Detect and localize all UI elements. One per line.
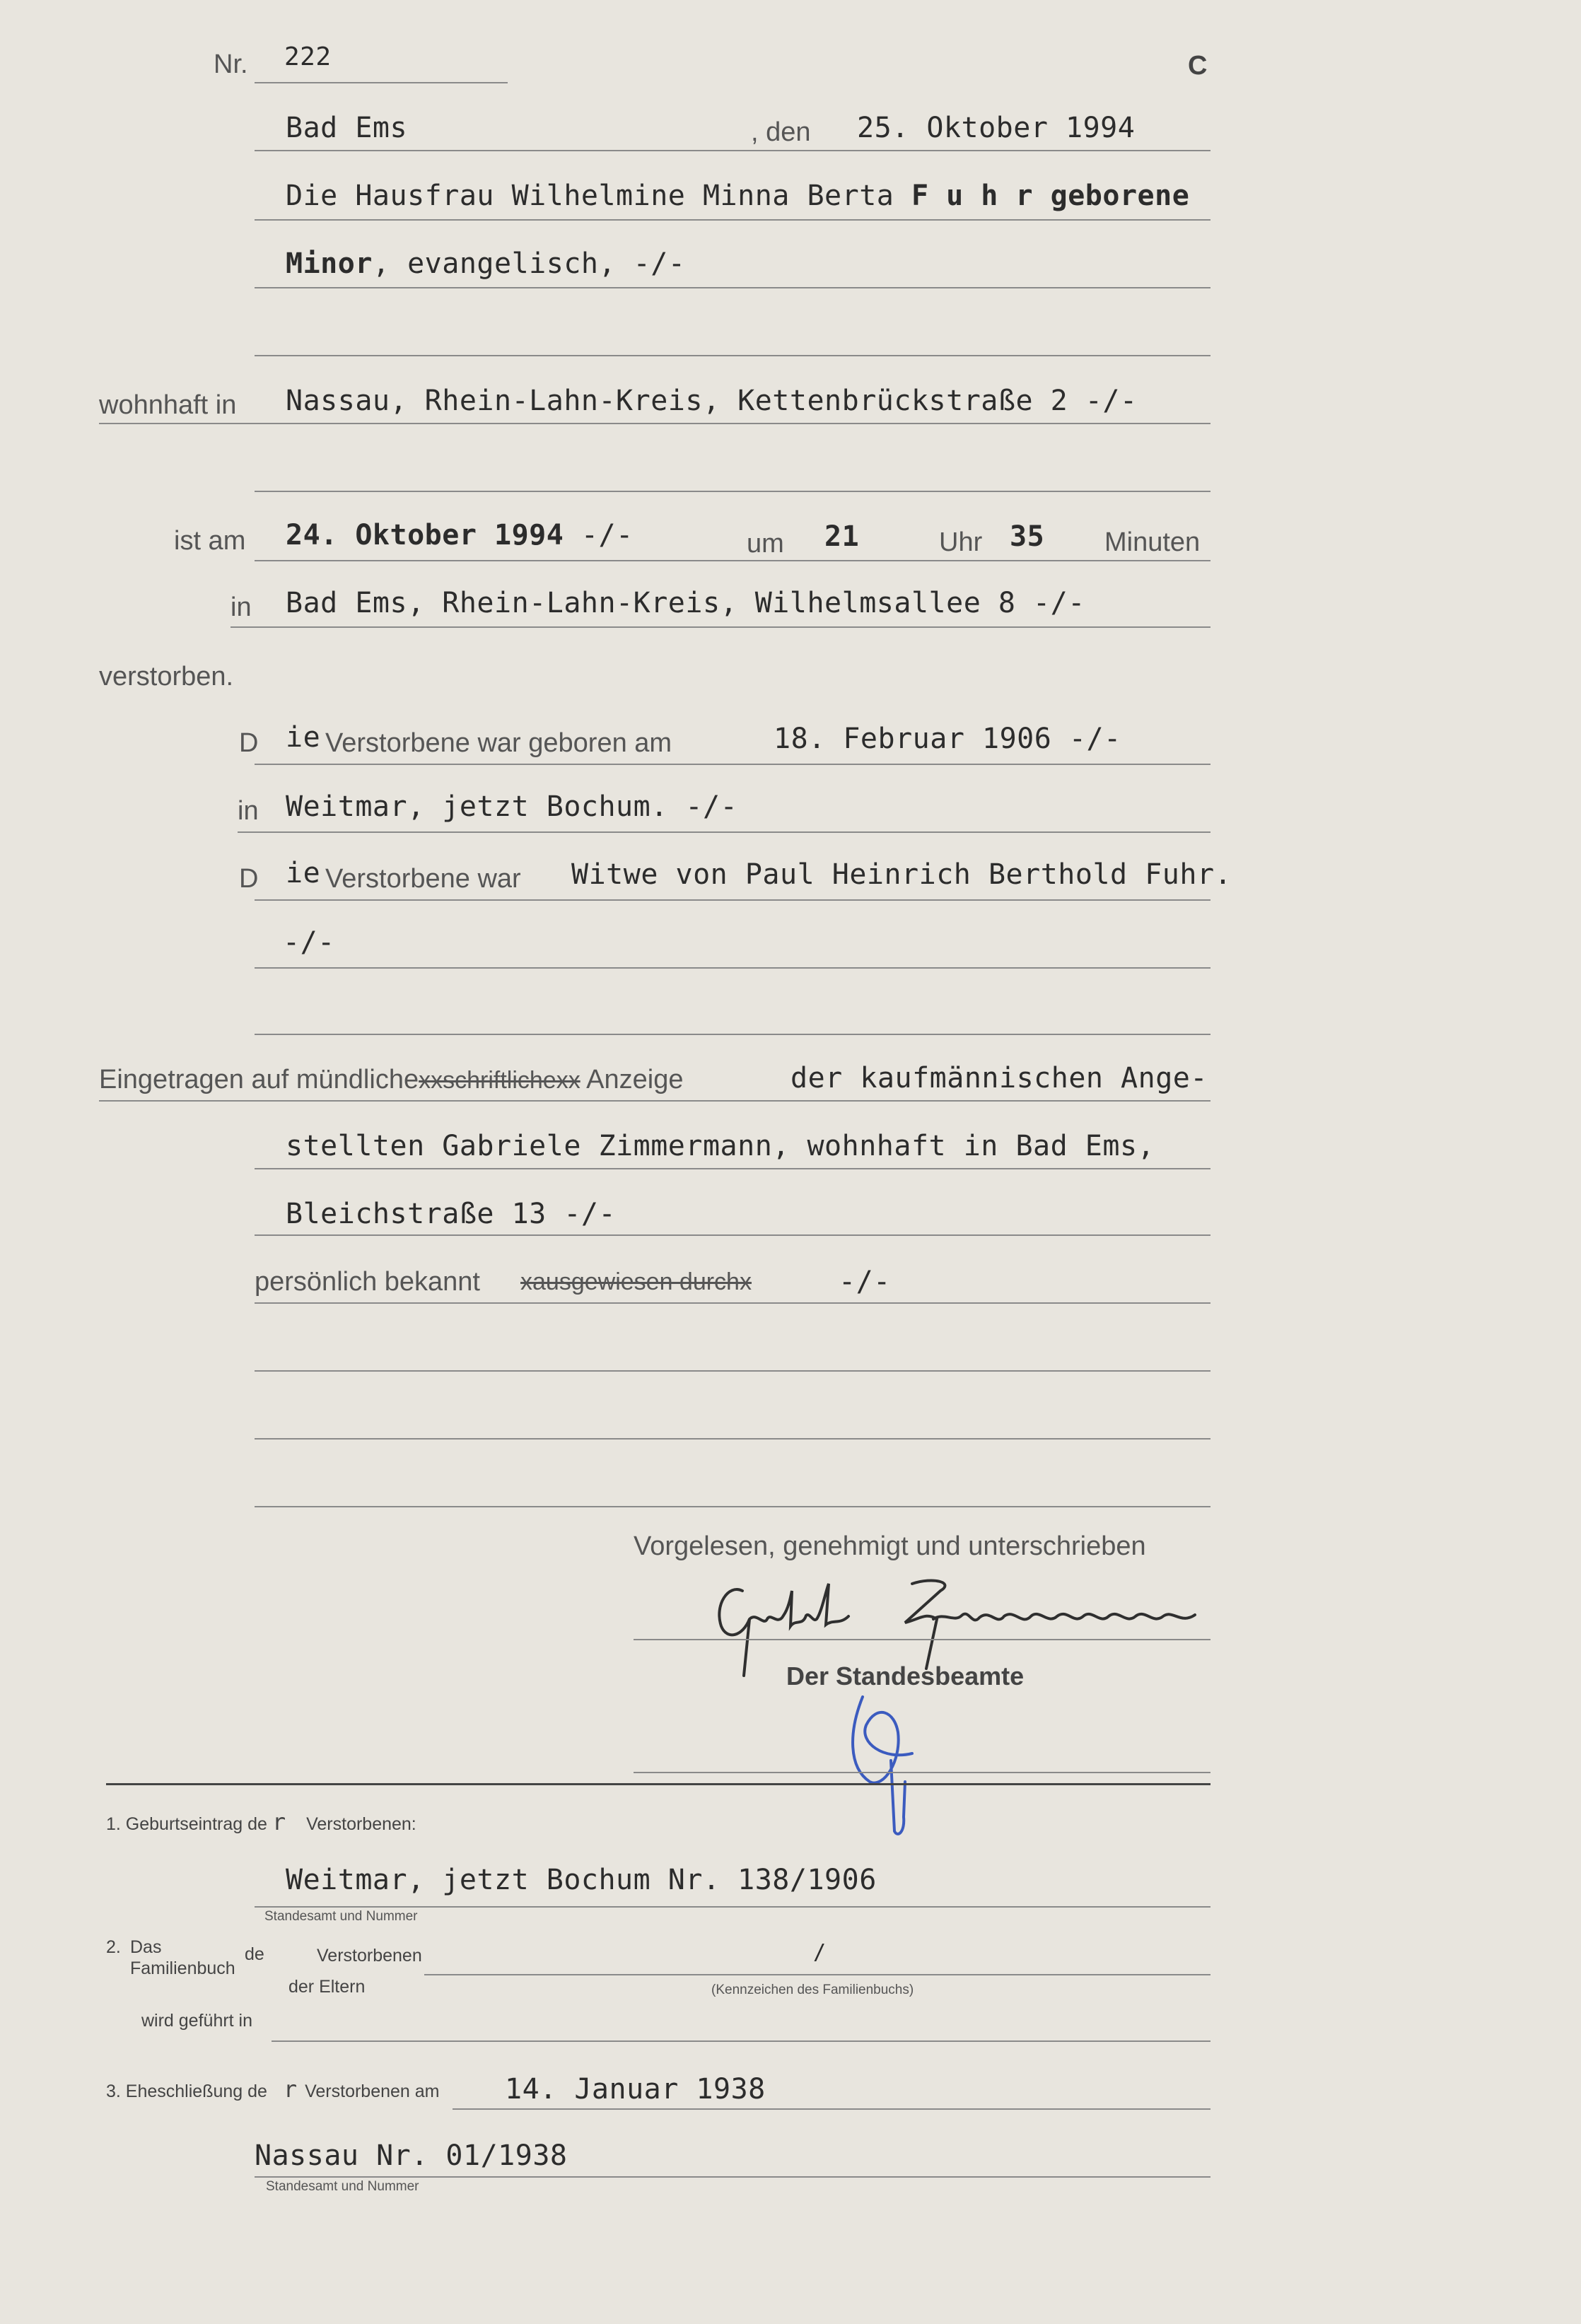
registration-line3 — [286, 1198, 616, 1230]
um-label: um — [747, 529, 784, 559]
minuten-label: Minuten — [1104, 527, 1201, 557]
status-label: Verstorbene war — [325, 864, 521, 894]
date-underline — [255, 150, 1210, 151]
registration-underline — [99, 1100, 1210, 1102]
blank-line — [255, 1438, 1210, 1440]
footnote3-caption: Standesamt und Nummer — [266, 2179, 419, 2194]
registrar-signature — [834, 1676, 947, 1845]
end-mark: -/- — [633, 247, 686, 280]
signature-line-informant — [634, 1639, 1210, 1640]
death-place-label: in — [231, 592, 252, 622]
blank-line — [255, 1370, 1210, 1372]
status-line2-underline — [255, 967, 1210, 969]
known-label: persönlich bekannt — [255, 1267, 480, 1297]
footnote3-post: Verstorbenen am — [305, 2081, 440, 2101]
birth-date — [774, 723, 1121, 755]
nr-underline — [255, 82, 508, 83]
status-value: Witwe von Paul Heinrich Berthold Fuhr. — [571, 858, 1232, 891]
footnote3-label — [106, 2076, 440, 2103]
footnote2-das: Das — [130, 1937, 162, 1957]
birth-ie: ie — [286, 721, 321, 754]
registration-label-post: Anzeige — [586, 1065, 684, 1094]
registrar-label: Der Standesbeamte — [786, 1662, 1025, 1691]
footnote3-date: 14. Januar 1938 — [505, 2073, 766, 2106]
residence-address: Nassau, Rhein-Lahn-Kreis, Kettenbrückstraße 2 — [286, 385, 1068, 417]
blank-line — [255, 491, 1210, 492]
status-d-label: D — [239, 864, 259, 894]
footnote1-label — [106, 1809, 416, 1835]
registry-date: 25. Oktober 1994 — [857, 112, 1136, 144]
known-underline — [255, 1302, 1210, 1304]
footnote1-underline — [255, 1906, 1210, 1908]
record-number: 222 — [284, 42, 332, 71]
born-label: geborene — [1050, 180, 1190, 212]
end-mark: -/- — [564, 1198, 617, 1230]
registration-line2-underline — [255, 1168, 1210, 1169]
registration-line1: der kaufmännischen Ange- — [791, 1062, 1208, 1094]
birth-date-value: 18. Februar 1906 — [774, 723, 1052, 755]
footnote3-label-text: 3. Eheschließung de — [106, 2081, 267, 2101]
death-date-underline — [255, 560, 1210, 561]
registration-line2: stellten Gabriele Zimmermann, wohnhaft in Bad Ems, — [286, 1130, 1155, 1162]
religion: , evangelisch, — [372, 247, 617, 280]
birth-underline — [255, 764, 1210, 765]
registration-label — [99, 1065, 684, 1095]
verstorben-label: verstorben. — [99, 662, 234, 691]
den-label: , den — [751, 117, 811, 147]
birth-place-label: in — [238, 796, 259, 826]
registration-label-pre: Eingetragen auf mündliche — [99, 1065, 419, 1094]
end-mark: -/- — [581, 519, 634, 551]
signature-line-registrar — [634, 1772, 1210, 1773]
informant-street: Bleichstraße 13 — [286, 1198, 547, 1230]
footnote3-value: Nassau Nr. 01/1938 — [255, 2139, 568, 2172]
read-approved-label: Vorgelesen, genehmigt und unterschrieben — [634, 1531, 1146, 1561]
maiden-name: Minor — [286, 247, 373, 280]
person-line1 — [286, 180, 1189, 212]
footnote2-wird-underline — [272, 2040, 1210, 2042]
blank-line — [255, 355, 1210, 356]
death-minute: 35 — [1010, 520, 1045, 553]
death-date-value: 24. Oktober 1994 — [286, 519, 564, 551]
residence-label: wohnhaft in — [99, 390, 237, 420]
footnote2-caption: (Kennzeichen des Familienbuchs) — [711, 1983, 914, 1997]
footnote2-eltern: der Eltern — [288, 1977, 366, 1997]
person-line2 — [286, 247, 685, 280]
blank-line — [255, 1034, 1210, 1035]
death-hour: 21 — [824, 520, 860, 553]
footnote2-slash: / — [813, 1940, 827, 1965]
death-place-underline — [231, 626, 1210, 628]
birth-place — [286, 790, 737, 823]
person-title-name: Die Hausfrau Wilhelmine Minna Berta — [286, 180, 894, 212]
end-mark: -/- — [1085, 385, 1138, 417]
birth-place-underline — [238, 831, 1210, 833]
footnote2-wird: wird geführt in — [141, 2011, 253, 2031]
footnote2-de: de — [245, 1944, 264, 1964]
end-mark: -/- — [1033, 587, 1085, 619]
nr-label: Nr. — [214, 49, 248, 79]
residence-underline — [99, 423, 1210, 424]
registration-struck: xxschriftlichexx — [419, 1067, 581, 1094]
footnote2-num: 2. — [106, 1937, 121, 1957]
uhr-label: Uhr — [939, 527, 983, 557]
footnote1-label-text: 1. Geburtseintrag de — [106, 1814, 267, 1834]
footnote1-post: Verstorbenen: — [306, 1814, 416, 1834]
registration-line3-underline — [255, 1234, 1210, 1236]
footnote3-underline — [453, 2108, 1210, 2110]
footnote2-familienbuch: Familienbuch — [130, 1958, 235, 1978]
death-date-label: ist am — [174, 526, 246, 556]
footnote3-value-underline — [255, 2176, 1210, 2178]
residence-value — [286, 385, 1138, 417]
status-underline — [255, 899, 1210, 901]
footnote1-caption: Standesamt und Nummer — [264, 1909, 418, 1924]
death-place-value: Bad Ems, Rhein-Lahn-Kreis, Wilhelmsallee 8 — [286, 587, 1016, 619]
birth-place-value: Weitmar, jetzt Bochum. — [286, 790, 668, 823]
birth-label: Verstorbene war geboren am — [325, 728, 672, 758]
footnote-separator — [106, 1783, 1210, 1785]
person-surname: F u h r — [911, 180, 1034, 212]
known-end-mark: -/- — [839, 1266, 891, 1298]
person-line2-underline — [255, 287, 1210, 288]
end-mark: -/- — [1068, 723, 1121, 755]
footnote1-value: Weitmar, jetzt Bochum Nr. 138/1906 — [286, 1864, 877, 1896]
corner-letter: C — [1188, 51, 1208, 81]
birth-d-label: D — [239, 728, 259, 758]
footnote2-underline — [424, 1974, 1210, 1975]
status-ie: ie — [286, 857, 321, 889]
footnote3-r: r — [283, 2076, 298, 2103]
death-place — [286, 587, 1085, 619]
blank-line — [255, 1506, 1210, 1507]
registry-place: Bad Ems — [286, 112, 408, 144]
death-date — [286, 519, 634, 551]
footnote1-r: r — [272, 1809, 286, 1835]
status-end-mark: -/- — [283, 926, 335, 959]
known-struck: xausgewiesen durchx — [520, 1268, 752, 1295]
person-line1-underline — [255, 219, 1210, 221]
footnote2-verstorbenen: Verstorbenen — [317, 1946, 422, 1966]
end-mark: -/- — [685, 790, 738, 823]
